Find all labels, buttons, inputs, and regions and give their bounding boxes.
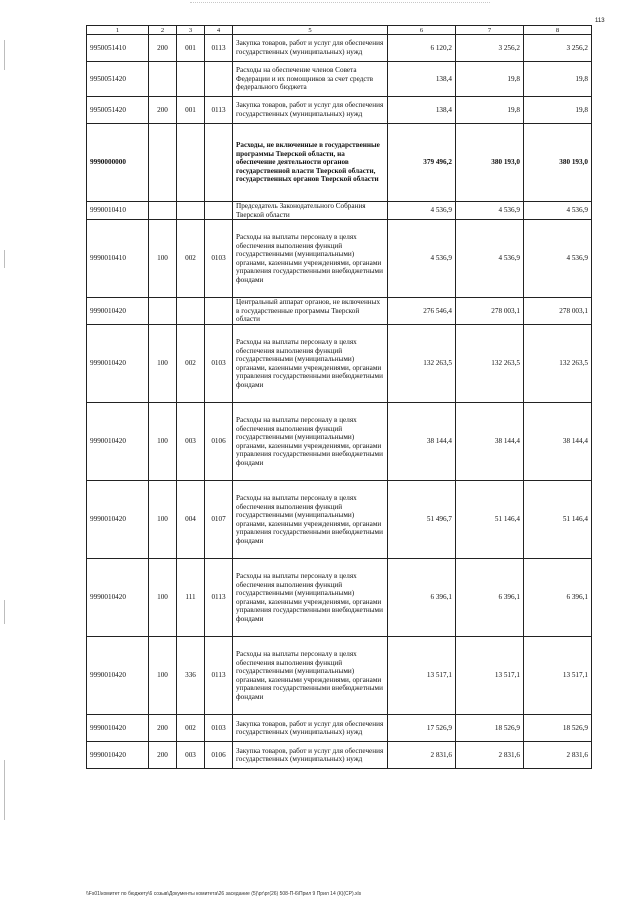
subsection-cell: 0113 [205,637,233,715]
expense-type-cell: 200 [149,35,177,62]
budget-code-cell: 9990010410 [87,220,149,298]
section-cell: 001 [177,35,205,62]
section-cell: 003 [177,742,205,769]
amount-cell: 4 536,9 [524,202,592,220]
expense-type-cell [149,202,177,220]
amount-cell: 379 496,2 [388,124,456,202]
subsection-cell: 0103 [205,715,233,742]
column-header: 8 [524,26,592,35]
amount-cell: 132 263,5 [388,325,456,403]
column-header: 2 [149,26,177,35]
expense-type-cell: 100 [149,637,177,715]
section-cell [177,298,205,325]
description-cell: Расходы, не включенные в государственные программы Тверской области, на обеспечение деятельности органов государственной власти Тверской области, государственных органов Тверской области [233,124,388,202]
amount-cell: 278 003,1 [524,298,592,325]
budget-code-cell: 9990010420 [87,325,149,403]
table-row [87,742,592,769]
expense-type-cell: 100 [149,559,177,637]
description-cell: Закупка товаров, работ и услуг для обеспечения государственных (муниципальных) нужд [233,715,388,742]
budget-code-cell: 9990010420 [87,298,149,325]
amount-cell: 13 517,1 [456,637,524,715]
amount-cell: 18 526,9 [456,715,524,742]
amount-cell: 38 144,4 [456,403,524,481]
section-cell: 004 [177,481,205,559]
column-header: 6 [388,26,456,35]
budget-code-cell: 9990010420 [87,481,149,559]
amount-cell: 2 831,6 [388,742,456,769]
column-header: 3 [177,26,205,35]
table-row [87,559,592,637]
subsection-cell: 0113 [205,97,233,124]
table-row [87,62,592,97]
description-cell: Закупка товаров, работ и услуг для обеспечения государственных (муниципальных) нужд [233,35,388,62]
amount-cell: 4 536,9 [388,202,456,220]
amount-cell: 38 144,4 [388,403,456,481]
description-cell: Расходы на выплаты персоналу в целях обеспечения выполнения функций государственными (муниципальными) органами, казенными учреждениями, органами управления государственными внебюджетными фондами [233,637,388,715]
subsection-cell: 0106 [205,403,233,481]
section-cell: 002 [177,715,205,742]
amount-cell: 4 536,9 [456,202,524,220]
file-path-footer: \\Fs01\комитет по бюджету\6 созыв\Документы комитета\26 заседание (5)\рг\рг(26) 508-П-6\Прил 9 Прил 14 (К)(СР).xls [86,891,362,897]
description-cell: Центральный аппарат органов, не включенных в государственные программы Тверской области [233,298,388,325]
subsection-cell: 0106 [205,742,233,769]
budget-table [86,25,592,769]
description-cell: Расходы на выплаты персоналу в целях обеспечения выполнения функций государственными (муниципальными) органами, казенными учреждениями, органами управления государственными внебюджетными фондами [233,220,388,298]
amount-cell: 132 263,5 [524,325,592,403]
table-row [87,481,592,559]
section-cell [177,202,205,220]
amount-cell: 19,8 [524,62,592,97]
table-row [87,124,592,202]
amount-cell: 138,4 [388,97,456,124]
margin-mark [4,760,5,820]
amount-cell: 3 256,2 [456,35,524,62]
amount-cell: 19,8 [456,62,524,97]
section-cell [177,124,205,202]
amount-cell: 3 256,2 [524,35,592,62]
section-cell: 002 [177,220,205,298]
budget-code-cell: 9990010420 [87,742,149,769]
subsection-cell [205,62,233,97]
expense-type-cell: 200 [149,742,177,769]
column-header: 4 [205,26,233,35]
subsection-cell: 0113 [205,35,233,62]
subsection-cell: 0113 [205,559,233,637]
margin-mark [4,40,5,70]
expense-type-cell [149,62,177,97]
description-cell: Расходы на выплаты персоналу в целях обеспечения выполнения функций государственными (муниципальными) органами, казенными учреждениями, органами управления государственными внебюджетными фондами [233,481,388,559]
amount-cell: 276 546,4 [388,298,456,325]
margin-mark [4,250,5,268]
expense-type-cell: 100 [149,403,177,481]
amount-cell: 51 146,4 [524,481,592,559]
budget-code-cell: 9950051420 [87,62,149,97]
description-cell: Закупка товаров, работ и услуг для обеспечения государственных (муниципальных) нужд [233,742,388,769]
expense-type-cell: 200 [149,97,177,124]
budget-code-cell: 9990010420 [87,637,149,715]
table-row [87,715,592,742]
scan-artifact-line [190,2,490,4]
amount-cell: 13 517,1 [388,637,456,715]
amount-cell: 6 396,1 [524,559,592,637]
amount-cell: 6 120,2 [388,35,456,62]
amount-cell: 19,8 [524,97,592,124]
subsection-cell: 0107 [205,481,233,559]
amount-cell: 4 536,9 [456,220,524,298]
budget-code-cell: 9990010410 [87,202,149,220]
amount-cell: 278 003,1 [456,298,524,325]
amount-cell: 380 193,0 [524,124,592,202]
page-number: 113 [595,18,605,24]
expense-type-cell: 100 [149,481,177,559]
table-row [87,637,592,715]
description-cell: Председатель Законодательного Собрания Тверской области [233,202,388,220]
amount-cell: 51 146,4 [456,481,524,559]
subsection-cell: 0103 [205,325,233,403]
amount-cell: 51 496,7 [388,481,456,559]
amount-cell: 132 263,5 [456,325,524,403]
table-row [87,35,592,62]
section-cell: 336 [177,637,205,715]
expense-type-cell [149,124,177,202]
amount-cell: 38 144,4 [524,403,592,481]
section-cell: 111 [177,559,205,637]
table-row [87,202,592,220]
amount-cell: 4 536,9 [524,220,592,298]
amount-cell: 380 193,0 [456,124,524,202]
budget-code-cell: 9990010420 [87,559,149,637]
section-cell [177,62,205,97]
table-row [87,298,592,325]
subsection-cell [205,124,233,202]
budget-code-cell: 9990010420 [87,403,149,481]
budget-code-cell: 9990000000 [87,124,149,202]
margin-mark [4,600,5,624]
expense-type-cell [149,298,177,325]
table-row [87,403,592,481]
amount-cell: 6 396,1 [456,559,524,637]
description-cell: Расходы на выплаты персоналу в целях обеспечения выполнения функций государственными (муниципальными) органами, казенными учреждениями, органами управления государственными внебюджетными фондами [233,403,388,481]
amount-cell: 2 831,6 [456,742,524,769]
description-cell: Закупка товаров, работ и услуг для обеспечения государственных (муниципальных) нужд [233,97,388,124]
budget-code-cell: 9990010420 [87,715,149,742]
description-cell: Расходы на обеспечение членов Совета Федерации и их помощников за счет средств федерального бюджета [233,62,388,97]
budget-code-cell: 9950051420 [87,97,149,124]
amount-cell: 13 517,1 [524,637,592,715]
table-row [87,325,592,403]
subsection-cell [205,298,233,325]
amount-cell: 2 831,6 [524,742,592,769]
amount-cell: 17 526,9 [388,715,456,742]
subsection-cell [205,202,233,220]
amount-cell: 4 536,9 [388,220,456,298]
table-header-row [87,26,592,35]
section-cell: 002 [177,325,205,403]
table-row [87,220,592,298]
amount-cell: 18 526,9 [524,715,592,742]
section-cell: 003 [177,403,205,481]
section-cell: 001 [177,97,205,124]
expense-type-cell: 100 [149,220,177,298]
amount-cell: 19,8 [456,97,524,124]
description-cell: Расходы на выплаты персоналу в целях обеспечения выполнения функций государственными (муниципальными) органами, казенными учреждениями, органами управления государственными внебюджетными фондами [233,559,388,637]
column-header: 7 [456,26,524,35]
amount-cell: 138,4 [388,62,456,97]
table-row [87,97,592,124]
expense-type-cell: 100 [149,325,177,403]
amount-cell: 6 396,1 [388,559,456,637]
description-cell: Расходы на выплаты персоналу в целях обеспечения выполнения функций государственными (муниципальными) органами, казенными учреждениями, органами управления государственными внебюджетными фондами [233,325,388,403]
column-header: 5 [233,26,388,35]
budget-code-cell: 9950051410 [87,35,149,62]
subsection-cell: 0103 [205,220,233,298]
column-header: 1 [87,26,149,35]
expense-type-cell: 200 [149,715,177,742]
